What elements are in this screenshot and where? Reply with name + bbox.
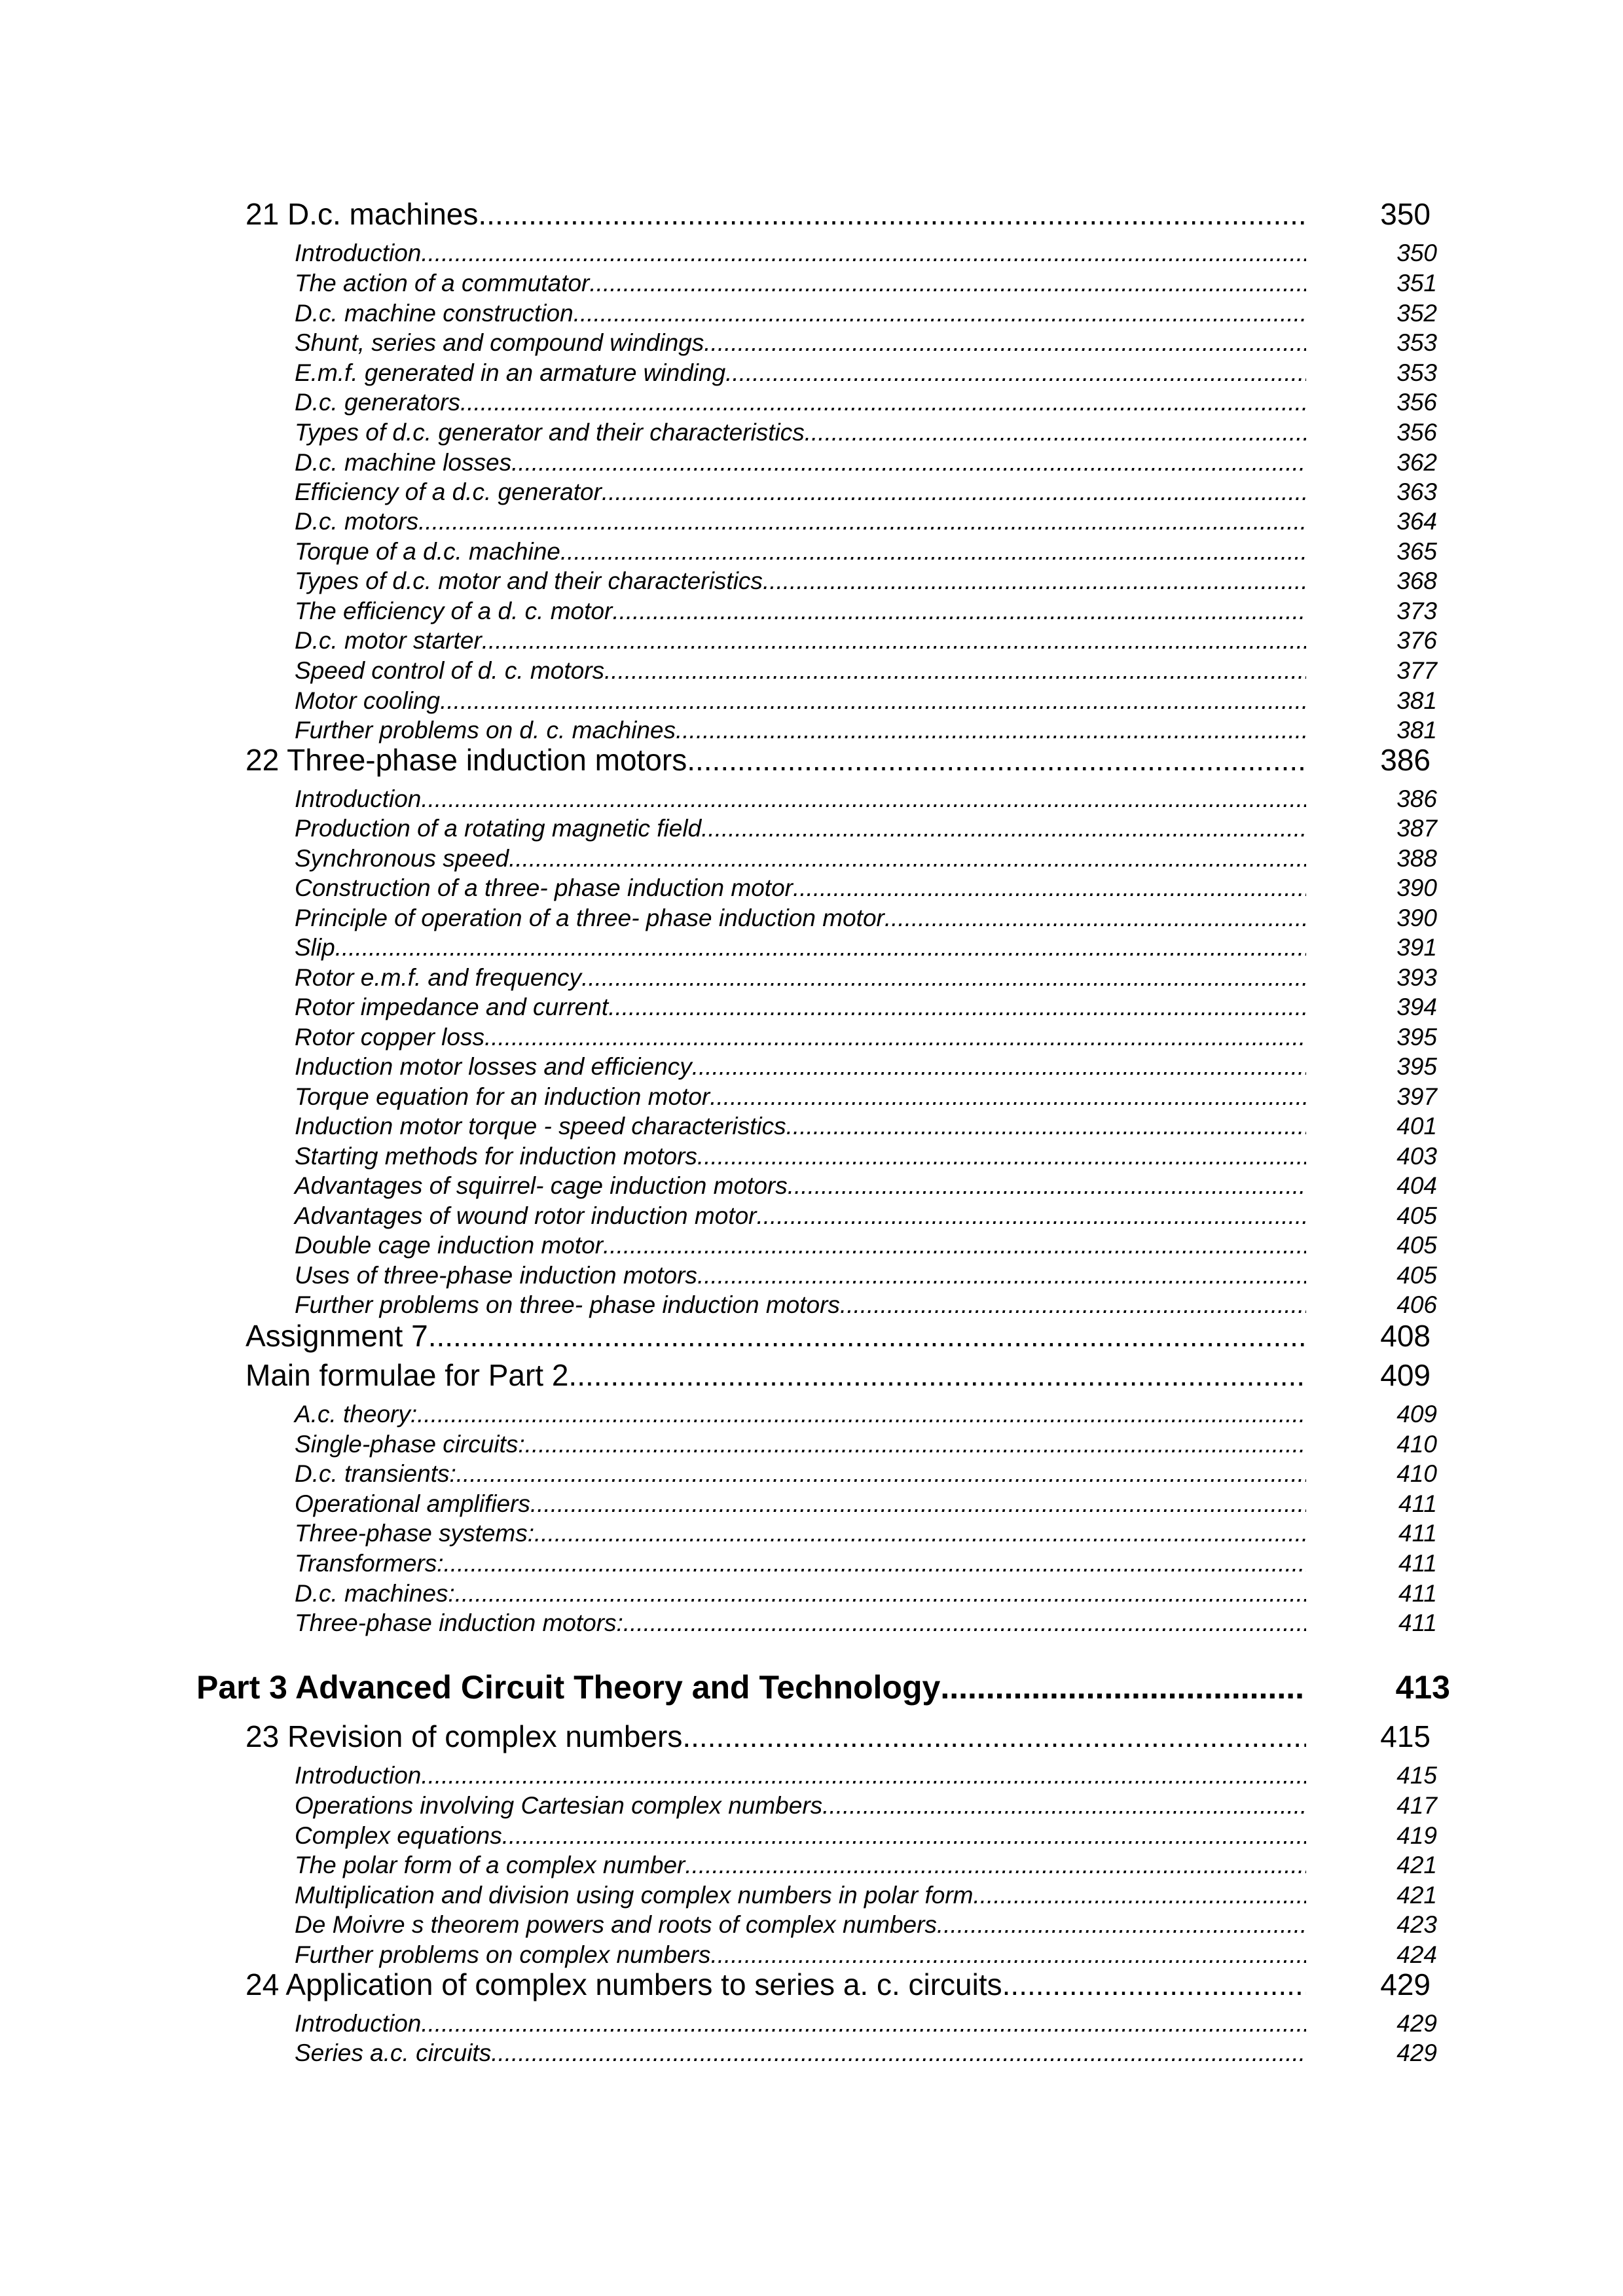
toc-page-number: 411 (1398, 1490, 1437, 1517)
toc-entry[interactable] (295, 815, 1306, 842)
toc-entry-title: Uses of three-phase induction motors (295, 1262, 697, 1289)
toc-entry-title: D.c. machine losses (295, 449, 512, 476)
toc-entry-title: 24 Application of complex numbers to series a. c. circuits (246, 1967, 1002, 2001)
toc-page-number: 411 (1398, 1580, 1437, 1607)
toc-page-number: 424 (1396, 1941, 1437, 1968)
dot-leader (763, 567, 1306, 595)
toc-entry[interactable] (295, 964, 1306, 992)
dot-leader (534, 1520, 1306, 1547)
toc-entry-title: De Moivre s theorem powers and roots of complex numbers (295, 1911, 937, 1938)
dot-leader (460, 389, 1306, 416)
toc-entry-title: Construction of a three- phase induction motor (295, 874, 793, 901)
toc-entry[interactable] (295, 1172, 1306, 1200)
toc-page-number: 404 (1396, 1172, 1437, 1199)
dot-leader (581, 964, 1306, 992)
toc-entry[interactable] (295, 874, 1306, 902)
toc-entry-title: Types of d.c. generator and their characteristics (295, 419, 805, 446)
toc-entry[interactable] (295, 934, 1306, 961)
toc-page-number: 363 (1396, 478, 1437, 505)
toc-entry-title: Transformers: (295, 1550, 444, 1577)
toc-page-number: 386 (1396, 785, 1437, 812)
toc-entry-title: Speed control of d. c. motors (295, 657, 605, 684)
dot-leader (692, 1053, 1306, 1081)
toc-page-number: 405 (1396, 1232, 1437, 1259)
dot-leader (701, 815, 1306, 842)
toc-entry-title: D.c. transients: (295, 1460, 456, 1487)
toc-part-heading[interactable] (196, 1668, 1306, 1706)
toc-entry-title: Three-phase systems: (295, 1520, 535, 1547)
dot-leader (478, 196, 1306, 232)
toc-page-number: 373 (1396, 598, 1437, 624)
toc-page-number: 429 (1380, 1967, 1431, 2001)
toc-page-number: 376 (1396, 627, 1437, 654)
dot-leader (840, 1291, 1306, 1319)
dot-leader (710, 1083, 1306, 1111)
toc-entry[interactable] (295, 1460, 1306, 1488)
toc-page-number: 411 (1398, 1550, 1437, 1577)
toc-entry-title: Advantages of squirrel- cage induction motors (295, 1172, 788, 1199)
toc-entry[interactable] (295, 905, 1306, 932)
toc-page-number: 423 (1396, 1911, 1437, 1938)
dot-leader (786, 1113, 1306, 1140)
dot-leader (417, 1401, 1306, 1428)
toc-entry-title: The efficiency of a d. c. motor (295, 598, 613, 624)
toc-entry-title: A.c. theory: (295, 1401, 418, 1427)
dot-leader (603, 1232, 1306, 1259)
dot-leader (511, 449, 1306, 476)
toc-page-number: 403 (1396, 1143, 1437, 1170)
toc-entry[interactable] (295, 1941, 1306, 1969)
dot-leader (940, 1668, 1306, 1706)
dot-leader (589, 270, 1306, 297)
toc-entry[interactable] (295, 300, 1306, 327)
toc-entry-title: D.c. motor starter (295, 627, 482, 654)
toc-entry[interactable] (295, 1291, 1306, 1319)
toc-page-number: 417 (1396, 1792, 1437, 1819)
dot-leader (623, 1609, 1306, 1637)
dot-leader (574, 300, 1306, 327)
dot-leader (530, 1490, 1306, 1518)
toc-entry-title: Rotor e.m.f. and frequency (295, 964, 582, 991)
dot-leader (421, 1762, 1306, 1789)
toc-chapter-heading[interactable] (246, 1357, 1306, 1393)
toc-entry[interactable] (295, 687, 1306, 715)
toc-entry[interactable] (295, 419, 1306, 446)
toc-entry[interactable] (295, 1792, 1306, 1820)
toc-page-number: 429 (1396, 2039, 1437, 2066)
toc-page-number: 397 (1396, 1083, 1437, 1110)
toc-entry[interactable] (295, 1143, 1306, 1170)
toc-page-number: 390 (1396, 874, 1437, 901)
toc-page-number: 395 (1396, 1053, 1437, 1080)
toc-page-number: 386 (1380, 743, 1431, 777)
dot-leader (502, 1822, 1306, 1850)
dot-leader (725, 359, 1306, 387)
toc-entry-title: Further problems on three- phase induction motors (295, 1291, 840, 1318)
toc-page-number: 408 (1380, 1319, 1431, 1353)
toc-entry-title: 22 Three-phase induction motors (246, 743, 687, 777)
toc-entry-title: Complex equations (295, 1822, 502, 1849)
toc-entry[interactable] (295, 1882, 1306, 1909)
dot-leader (602, 478, 1306, 506)
dot-leader (440, 687, 1306, 715)
toc-page-number: 406 (1396, 1291, 1437, 1318)
toc-page-number: 353 (1396, 329, 1437, 356)
dot-leader (491, 2039, 1306, 2067)
toc-page-number: 410 (1396, 1460, 1437, 1487)
dot-leader (612, 598, 1306, 625)
toc-page-number: 351 (1396, 270, 1437, 296)
dot-leader (608, 994, 1306, 1021)
dot-leader (937, 1911, 1306, 1939)
dot-leader (1002, 1967, 1306, 2002)
toc-chapter-heading[interactable] (246, 1967, 1306, 2002)
dot-leader (687, 742, 1306, 778)
toc-entry[interactable] (295, 329, 1306, 357)
toc-entry[interactable] (295, 359, 1306, 387)
toc-entry[interactable] (295, 1490, 1306, 1518)
dot-leader (484, 1024, 1306, 1051)
toc-entry-title: Slip (295, 934, 335, 961)
toc-page-number: 368 (1396, 567, 1437, 594)
dot-leader (428, 1318, 1306, 1354)
toc-entry-title: Operational amplifiers (295, 1490, 530, 1517)
toc-entry[interactable] (295, 2010, 1306, 2037)
dot-leader (822, 1792, 1306, 1820)
dot-leader (568, 1357, 1306, 1393)
toc-entry[interactable] (295, 1822, 1306, 1850)
dot-leader (335, 934, 1306, 961)
toc-page-number: 390 (1396, 905, 1437, 931)
toc-entry[interactable] (295, 2039, 1306, 2067)
toc-page-number: 365 (1396, 538, 1437, 565)
toc-entry[interactable] (295, 1911, 1306, 1939)
toc-chapter-heading[interactable] (246, 196, 1306, 232)
toc-page-number: 411 (1398, 1609, 1437, 1636)
toc-chapter-heading[interactable] (246, 742, 1306, 778)
toc-entry-title: D.c. motors (295, 508, 419, 535)
toc-page-number: 381 (1396, 687, 1437, 714)
toc-entry[interactable] (295, 1550, 1306, 1577)
toc-page-number: 387 (1396, 815, 1437, 842)
toc-entry[interactable] (295, 538, 1306, 565)
toc-entry-title: Introduction (295, 1762, 422, 1789)
toc-page-number: 388 (1396, 845, 1437, 872)
toc-page-number: 410 (1396, 1431, 1437, 1458)
toc-page-number: 395 (1396, 1024, 1437, 1050)
dot-leader (756, 1202, 1306, 1230)
toc-entry-title: Part 3 Advanced Circuit Theory and Technology (196, 1669, 941, 1706)
dot-leader (509, 845, 1306, 872)
dot-leader (421, 240, 1306, 267)
toc-entry-title: D.c. machine construction (295, 300, 574, 327)
toc-page-number: 353 (1396, 359, 1437, 386)
toc-entry-title: Shunt, series and compound windings (295, 329, 704, 356)
toc-entry[interactable] (295, 1401, 1306, 1428)
dot-leader (421, 785, 1306, 813)
toc-entry-title: Induction motor losses and efficiency (295, 1053, 692, 1080)
toc-entry-title: Further problems on complex numbers (295, 1941, 711, 1968)
dot-leader (560, 538, 1306, 565)
toc-page-number: 409 (1380, 1358, 1431, 1392)
toc-entry-title: Production of a rotating magnetic field (295, 815, 702, 842)
dot-leader (884, 905, 1306, 932)
toc-chapter-heading[interactable] (246, 1318, 1306, 1354)
toc-entry[interactable] (295, 567, 1306, 595)
toc-page-number: 350 (1396, 240, 1437, 266)
toc-entry-title: D.c. machines: (295, 1580, 455, 1607)
toc-page-number: 409 (1396, 1401, 1437, 1427)
dot-leader (525, 1431, 1306, 1458)
dot-leader (697, 1143, 1306, 1170)
toc-entry[interactable] (295, 1431, 1306, 1458)
dot-leader (444, 1550, 1306, 1577)
toc-entry-title: Synchronous speed (295, 845, 509, 872)
toc-entry[interactable] (295, 449, 1306, 476)
toc-entry-title: Rotor copper loss (295, 1024, 484, 1050)
toc-page-number: 421 (1396, 1882, 1437, 1909)
toc-page-number: 401 (1396, 1113, 1437, 1139)
toc-entry[interactable] (295, 994, 1306, 1021)
dot-leader (455, 1580, 1306, 1607)
toc-entry-title: Types of d.c. motor and their characteristics (295, 567, 763, 594)
toc-entry[interactable] (295, 1262, 1306, 1289)
toc-entry[interactable] (295, 1609, 1306, 1637)
dot-leader (710, 1941, 1306, 1969)
toc-entry-title: Advantages of wound rotor induction motor (295, 1202, 757, 1229)
toc-entry-title: E.m.f. generated in an armature winding (295, 359, 726, 386)
dot-leader (604, 657, 1306, 685)
toc-entry-title: The action of a commutator (295, 270, 590, 296)
toc-page-number: 377 (1396, 657, 1437, 684)
toc-entry-title: Rotor impedance and current (295, 994, 609, 1020)
toc-page-number: 415 (1396, 1762, 1437, 1789)
dot-leader (421, 2010, 1306, 2037)
toc-entry[interactable] (295, 657, 1306, 685)
toc-entry-title: Introduction (295, 2010, 422, 2037)
toc-entry[interactable] (295, 1202, 1306, 1230)
dot-leader (418, 508, 1306, 535)
toc-entry-title: Multiplication and division using complex numbers in polar form (295, 1882, 974, 1909)
toc-entry-title: Further problems on d. c. machines (295, 717, 676, 744)
toc-page-number: 393 (1396, 964, 1437, 991)
toc-entry[interactable] (295, 508, 1306, 535)
toc-entry[interactable] (295, 389, 1306, 416)
toc-entry-title: Three-phase induction motors: (295, 1609, 623, 1636)
toc-page-number: 405 (1396, 1202, 1437, 1229)
toc-entry[interactable] (295, 1580, 1306, 1607)
toc-entry[interactable] (295, 717, 1306, 744)
toc-page-number: 381 (1396, 717, 1437, 744)
toc-entry-title: D.c. generators (295, 389, 460, 416)
toc-entry-title: The polar form of a complex number (295, 1852, 685, 1878)
toc-entry[interactable] (295, 1083, 1306, 1111)
toc-entry-title: Torque of a d.c. machine (295, 538, 560, 565)
toc-entry-title: Efficiency of a d.c. generator (295, 478, 602, 505)
toc-entry-title: Induction motor torque - speed characteristics (295, 1113, 786, 1139)
toc-entry-title: Operations involving Cartesian complex numbers (295, 1792, 823, 1819)
toc-chapter-heading[interactable] (246, 1719, 1306, 1754)
toc-entry[interactable] (295, 598, 1306, 625)
toc-page-number: 421 (1396, 1852, 1437, 1878)
toc-page-number: 364 (1396, 508, 1437, 535)
toc-entry-title: Main formulae for Part 2 (246, 1358, 569, 1392)
toc-entry[interactable] (295, 1232, 1306, 1259)
toc-page-number: 352 (1396, 300, 1437, 327)
dot-leader (974, 1882, 1307, 1909)
toc-entry-title: Starting methods for induction motors (295, 1143, 697, 1170)
toc-page-number: 362 (1396, 449, 1437, 476)
toc-entry-title: Principle of operation of a three- phase induction motor (295, 905, 884, 931)
dot-leader (788, 1172, 1306, 1200)
toc-entry[interactable] (295, 1053, 1306, 1081)
toc-page-number: 419 (1396, 1822, 1437, 1849)
toc-entry[interactable] (295, 1852, 1306, 1879)
toc-entry[interactable] (295, 627, 1306, 655)
toc-entry[interactable] (295, 270, 1306, 297)
dot-leader (697, 1262, 1306, 1289)
toc-page-number: 411 (1398, 1520, 1437, 1547)
toc-entry-title: 21 D.c. machines (246, 197, 479, 231)
toc-entry[interactable] (295, 785, 1306, 813)
dot-leader (482, 627, 1306, 655)
toc-page-number: 391 (1396, 934, 1437, 961)
toc-entry-title: Single-phase circuits: (295, 1431, 525, 1458)
toc-entry-title: Motor cooling (295, 687, 441, 714)
toc-entry-title: Assignment 7 (246, 1319, 428, 1353)
toc-page-number: 405 (1396, 1262, 1437, 1289)
toc-page-number: 356 (1396, 419, 1437, 446)
dot-leader (793, 874, 1306, 902)
dot-leader (456, 1460, 1306, 1488)
dot-leader (676, 717, 1306, 744)
toc-entry[interactable] (295, 845, 1306, 872)
toc-entry-title: Torque equation for an induction motor (295, 1083, 710, 1110)
toc-page-number: 350 (1380, 197, 1431, 231)
toc-entry[interactable] (295, 1520, 1306, 1547)
toc-entry[interactable] (295, 478, 1306, 506)
toc-page-number: 429 (1396, 2010, 1437, 2037)
dot-leader (805, 419, 1306, 446)
toc-entry-title: Series a.c. circuits (295, 2039, 492, 2066)
toc-entry[interactable] (295, 1024, 1306, 1051)
toc-page-number: 394 (1396, 994, 1437, 1020)
toc-entry-title: Introduction (295, 240, 422, 266)
toc-entry-title: 23 Revision of complex numbers (246, 1719, 683, 1753)
toc-page-number: 413 (1395, 1669, 1450, 1706)
toc-entry[interactable] (295, 1113, 1306, 1140)
dot-leader (704, 329, 1306, 357)
toc-entry-title: Double cage induction motor (295, 1232, 604, 1259)
toc-page-number: 356 (1396, 389, 1437, 416)
toc-entry-title: Introduction (295, 785, 422, 812)
toc-entry[interactable] (295, 1762, 1306, 1789)
dot-leader (685, 1852, 1306, 1879)
dot-leader (682, 1719, 1306, 1754)
toc-entry[interactable] (295, 240, 1306, 267)
toc-page-number: 415 (1380, 1719, 1431, 1753)
